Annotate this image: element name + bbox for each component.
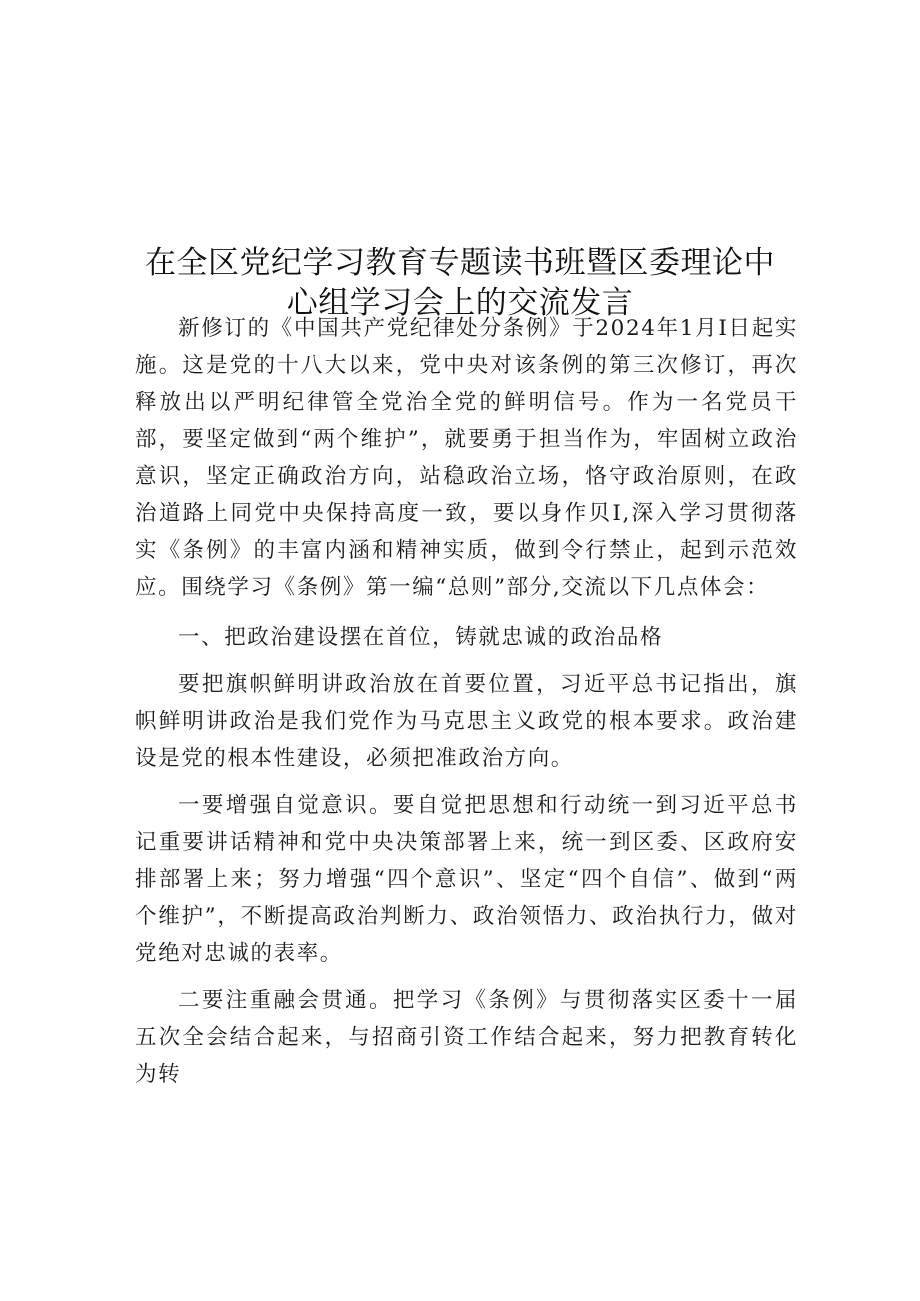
title-line-1: 在全区党纪学习教育专题读书班暨区委理论中: [145, 244, 775, 281]
intro-paragraph: 新修订的《中国共产党纪律处分条例》于2024年1月I日起实施。这是党的十八大以来，党中央对该条例的第三次修订，再次释放出以严明纪律管全党治全党的鲜明信号。作为一名党员干部，要坚定做到“两个维护”，就要勇于担当作为，牢固树立政治意识，坚定正确政治方向，站稳政治立场，恪守政治原则，在政治道路上同党中央保持高度一致，要以身作贝I,深入学习贯彻落实《条例》的丰富内涵和精神实质，做到令行禁止，起到示范效应。围绕学习《条例》第一编“总则”部分,交流以下几点体会：: [135, 316, 798, 600]
title-line-2: 心组学习会上的交流发言: [286, 284, 634, 321]
section-heading-1: 一、把政治建设摆在首位，铸就忠诚的政治品格: [178, 625, 664, 650]
point-2-paragraph: 二要注重融会贯通。把学习《条例》与贯彻落实区委十一届五次全会结合起来，与招商引资工作结合起来，努力把教育转化为转: [135, 988, 798, 1087]
point-1-paragraph: 一要增强自觉意识。要自觉把思想和行动统一到习近平总书记重要讲话精神和党中央决策部署上来，统一到区委、区政府安排部署上来；努力增强“四个意识”、坚定“四个自信”、做到“两个维护”，不断提高政治判断力、政治领悟力、政治执行力，做对党绝对忠诚的表率。: [135, 793, 798, 966]
section-1-paragraph: 要把旗帜鲜明讲政治放在首要位置，习近平总书记指出，旗帜鲜明讲政治是我们党作为马克思主义政党的根本要求。政治建设是党的根本性建设，必须把准政治方向。: [135, 672, 798, 771]
document-body: [135, 310, 798, 1093]
